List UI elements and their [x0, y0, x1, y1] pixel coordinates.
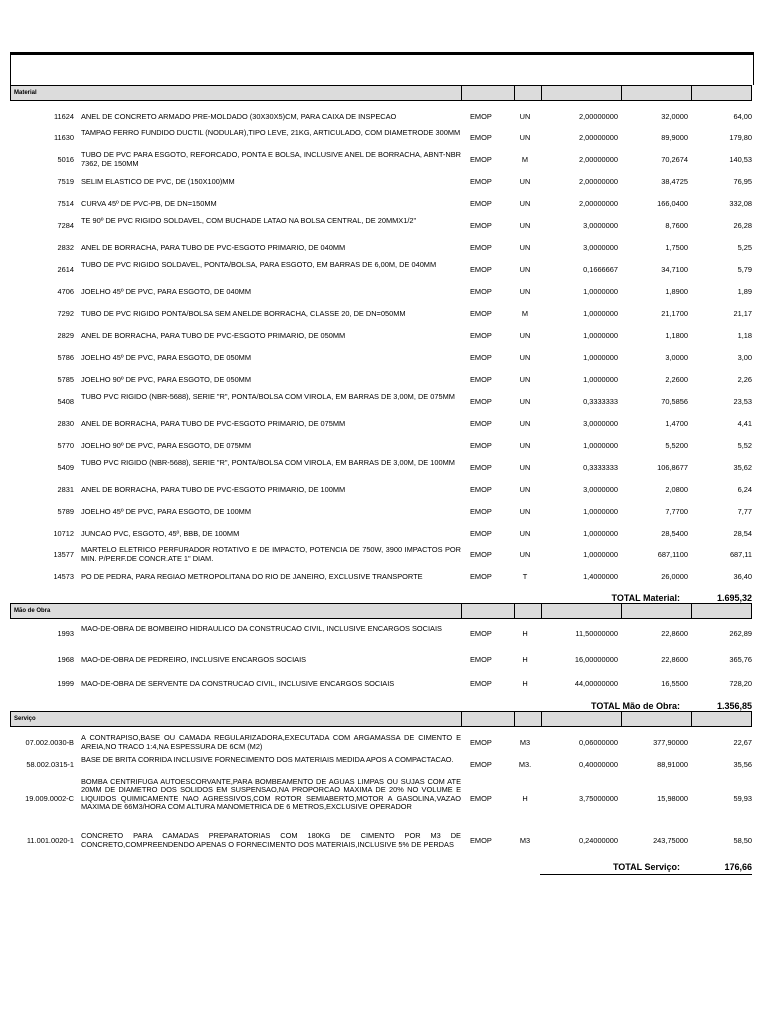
item-total: 687,11 [729, 549, 752, 559]
item-unit-price: 34,7100 [661, 264, 688, 274]
item-description: BOMBA CENTRIFUGA AUTOESCORVANTE,PARA BOMBEAMENTO DE AGUAS LIMPAS OU SUJAS COM ATE 20MM DE DIAMETRO DOS SOLIDOS EM SUSPENSAO,NA PROPORCAO MAXIMA DE 20% NO VOLUME E LIQUIDOS QUIMICAMENTE NAO AGRESSIVOS,COM ROTOR SEMIABERTO,MOTOR A GASOLINA,VAZAO MAXIMA DE 66M3/HORA COM ALTURA MANOMETRICA DE 6 METROS,EXCLUSIVE OPERADOR [81, 776, 461, 812]
item-quantity: 0,40000000 [578, 759, 618, 769]
item-description: JOELHO 90º DE PVC, PARA ESGOTO, DE 050MM [81, 374, 251, 384]
item-source: EMOP [470, 418, 492, 428]
item-total: 35,62 [733, 462, 752, 472]
item-unit-price: 3,0000 [665, 352, 688, 362]
item-code: 11624 [53, 111, 74, 121]
total-value: 1.695,32 [716, 593, 752, 603]
item-unit: M3 [519, 835, 531, 845]
item-quantity: 3,0000000 [583, 242, 618, 252]
item-unit: UN [519, 374, 531, 384]
item-unit: UN [519, 506, 531, 516]
item-total: 262,89 [729, 628, 752, 638]
section-header-service [10, 711, 752, 727]
item-quantity: 0,3333333 [583, 462, 618, 472]
item-code: 1968 [57, 654, 74, 664]
item-code: 1999 [57, 678, 74, 688]
item-code: 5786 [57, 352, 74, 362]
item-code: 1993 [57, 628, 74, 638]
item-unit: UN [519, 484, 531, 494]
item-total: 365,76 [729, 654, 752, 664]
item-description: MAO-DE-OBRA DE BOMBEIRO HIDRAULICO DA CONSTRUCAO CIVIL, INCLUSIVE ENCARGOS SOCIAIS [81, 624, 442, 634]
header-cell-divider [514, 86, 515, 100]
sheet-header-box [10, 52, 754, 85]
item-description: TE 90º DE PVC RIGIDO SOLDAVEL, COM BUCHADE LATAO NA BOLSA CENTRAL, DE 20MMX1/2" [81, 216, 417, 226]
item-quantity: 2,00000000 [578, 176, 618, 186]
item-quantity: 0,3333333 [583, 396, 618, 406]
item-code: 2830 [57, 418, 74, 428]
item-total: 5,52 [737, 440, 752, 450]
item-total: 28,54 [733, 528, 752, 538]
item-unit-price: 70,5856 [661, 396, 688, 406]
item-unit: UN [519, 549, 531, 559]
item-description: TUBO DE PVC RIGIDO PONTA/BOLSA SEM ANELDE BORRACHA, CLASSE 20, DE DN=050MM [81, 308, 406, 318]
header-cell-divider [461, 604, 462, 618]
item-unit: UN [519, 440, 531, 450]
item-source: EMOP [470, 308, 492, 318]
item-quantity: 2,00000000 [578, 198, 618, 208]
item-description: MARTELO ELETRICO PERFURADOR ROTATIVO E DE IMPACTO, POTENCIA DE 750W, 3900 IMPACTOS POR MIN. P/PERF.DE CONCR.ATE 1" DIAM. [81, 545, 461, 563]
item-total: 58,50 [733, 835, 752, 845]
item-total: 64,00 [733, 111, 752, 121]
item-total: 26,28 [733, 220, 752, 230]
item-source: EMOP [470, 835, 492, 845]
item-code: 5409 [57, 462, 74, 472]
item-quantity: 1,0000000 [583, 330, 618, 340]
item-code: 11630 [53, 132, 74, 142]
item-quantity: 1,0000000 [583, 308, 618, 318]
item-unit-price: 38,4725 [661, 176, 688, 186]
item-total: 6,24 [737, 484, 752, 494]
item-description: JOELHO 45º DE PVC, PARA ESGOTO, DE 040MM [81, 286, 251, 296]
item-quantity: 1,0000000 [583, 352, 618, 362]
item-code: 5770 [57, 440, 74, 450]
item-unit: UN [519, 264, 531, 274]
header-cell-divider [621, 604, 622, 618]
item-source: EMOP [470, 678, 492, 688]
item-source: EMOP [470, 793, 492, 803]
item-quantity: 3,75000000 [578, 793, 618, 803]
item-total: 76,95 [733, 176, 752, 186]
total-value: 1.356,85 [716, 701, 752, 711]
item-total: 5,79 [737, 264, 752, 274]
item-code: 5016 [57, 154, 74, 164]
item-description: TUBO DE PVC RIGIDO SOLDAVEL, PONTA/BOLSA, PARA ESGOTO, EM BARRAS DE 6,00M, DE 040MM [81, 260, 437, 270]
section-header-labor [10, 603, 752, 619]
item-quantity: 1,0000000 [583, 374, 618, 384]
item-unit-price: 377,90000 [653, 737, 688, 747]
item-quantity: 1,0000000 [583, 549, 618, 559]
item-quantity: 3,0000000 [583, 220, 618, 230]
item-quantity: 2,00000000 [578, 154, 618, 164]
item-unit-price: 88,91000 [657, 759, 688, 769]
item-description: ANEL DE BORRACHA, PARA TUBO DE PVC-ESGOTO PRIMARIO, DE 050MM [81, 330, 346, 340]
item-total: 179,80 [729, 132, 752, 142]
item-unit-price: 2,2600 [665, 374, 688, 384]
item-total: 35,56 [733, 759, 752, 769]
item-total: 5,25 [737, 242, 752, 252]
header-cell-divider [691, 712, 692, 726]
item-description: ANEL DE BORRACHA, PARA TUBO DE PVC-ESGOTO PRIMARIO, DE 100MM [81, 484, 346, 494]
item-total: 4,41 [737, 418, 752, 428]
item-description: ANEL DE CONCRETO ARMADO PRE-MOLDADO (30X30X5)CM, PARA CAIXA DE INSPECAO [81, 111, 397, 121]
item-unit: H [522, 678, 528, 688]
item-quantity: 2,00000000 [578, 111, 618, 121]
item-quantity: 1,0000000 [583, 286, 618, 296]
item-quantity: 1,0000000 [583, 528, 618, 538]
item-source: EMOP [470, 396, 492, 406]
item-unit: UN [519, 132, 531, 142]
item-code: 10712 [53, 528, 74, 538]
item-unit-price: 28,5400 [661, 528, 688, 538]
item-source: EMOP [470, 440, 492, 450]
item-unit: UN [519, 286, 531, 296]
item-unit-price: 26,0000 [661, 571, 688, 581]
item-description: TUBO DE PVC PARA ESGOTO, REFORCADO, PONTA E BOLSA, INCLUSIVE ANEL DE BORRACHA, ABNT-NBR 7362, DE 150MM [81, 150, 461, 168]
total-value: 176,66 [724, 862, 752, 872]
item-unit-price: 687,1100 [657, 549, 688, 559]
item-description: ANEL DE BORRACHA, PARA TUBO DE PVC-ESGOTO PRIMARIO, DE 075MM [81, 418, 346, 428]
item-quantity: 11,50000000 [575, 628, 618, 638]
item-source: EMOP [470, 111, 492, 121]
item-total: 1,89 [737, 286, 752, 296]
item-description: BASE DE BRITA CORRIDA INCLUSIVE FORNECIMENTO DOS MATERIAIS MEDIDA APOS A COMPACTACAO. [81, 755, 454, 765]
item-source: EMOP [470, 571, 492, 581]
item-source: EMOP [470, 628, 492, 638]
item-quantity: 1,0000000 [583, 440, 618, 450]
item-code: 2614 [57, 264, 74, 274]
total-label: TOTAL Mão de Obra: [590, 701, 680, 711]
item-quantity: 1,4000000 [583, 571, 618, 581]
item-description: A CONTRAPISO,BASE OU CAMADA REGULARIZADORA,EXECUTADA COM ARGAMASSA DE CIMENTO E AREIA,NO TRACO 1:4,NA ESPESSURA DE 6CM (M2) [81, 733, 461, 751]
item-source: EMOP [470, 374, 492, 384]
item-unit-price: 2,0800 [665, 484, 688, 494]
item-description: CONCRETO PARA CAMADAS PREPARATORIAS COM 180KG DE CIMENTO POR M3 DE CONCRETO,COMPREENDENDO APENAS O FORNECIMENTO DOS MATERIAIS,INCLUSIVE 5% DE PERDAS [81, 831, 461, 849]
item-quantity: 3,0000000 [583, 484, 618, 494]
header-cell-divider [541, 604, 542, 618]
item-source: EMOP [470, 549, 492, 559]
total-label: TOTAL Material: [611, 593, 680, 603]
item-quantity: 1,0000000 [583, 506, 618, 516]
item-total: 3,00 [737, 352, 752, 362]
item-unit: M3 [519, 737, 531, 747]
item-quantity: 16,00000000 [574, 654, 618, 664]
item-code: 5789 [57, 506, 74, 516]
item-unit: H [522, 628, 528, 638]
item-source: EMOP [470, 286, 492, 296]
header-cell-divider [691, 86, 692, 100]
item-code: 13577 [53, 549, 74, 559]
item-unit-price: 1,4700 [665, 418, 688, 428]
item-code: 7519 [57, 176, 74, 186]
item-unit: T [522, 571, 528, 581]
item-total: 140,53 [729, 154, 752, 164]
item-unit-price: 8,7600 [665, 220, 688, 230]
item-unit: UN [519, 330, 531, 340]
item-source: EMOP [470, 330, 492, 340]
item-total: 2,26 [737, 374, 752, 384]
item-unit: UN [519, 242, 531, 252]
item-unit-price: 166,0400 [657, 198, 688, 208]
item-source: EMOP [470, 484, 492, 494]
item-source: EMOP [470, 176, 492, 186]
item-unit: UN [519, 176, 531, 186]
item-code: 2831 [57, 484, 74, 494]
item-unit: UN [519, 111, 531, 121]
item-total: 7,77 [737, 506, 752, 516]
item-unit: M [521, 308, 529, 318]
item-unit-price: 15,98000 [657, 793, 688, 803]
item-unit-price: 7,7700 [665, 506, 688, 516]
item-unit: H [522, 793, 528, 803]
item-quantity: 0,1666667 [583, 264, 618, 274]
item-code: 7292 [57, 308, 74, 318]
item-code: 14573 [53, 571, 74, 581]
header-cell-divider [514, 604, 515, 618]
item-code: 4706 [57, 286, 74, 296]
item-unit: M3. [518, 759, 532, 769]
item-total: 59,93 [733, 793, 752, 803]
item-code: 11.001.0020-1 [26, 835, 74, 845]
item-description: MAO-DE-OBRA DE PEDREIRO, INCLUSIVE ENCARGOS SOCIAIS [81, 654, 307, 664]
item-source: EMOP [470, 264, 492, 274]
item-total: 23,53 [733, 396, 752, 406]
item-quantity: 0,24000000 [578, 835, 618, 845]
item-description: TUBO PVC RIGIDO (NBR-5688), SERIE "R", PONTA/BOLSA COM VIROLA, EM BARRAS DE 3,00M, DE 075MM [81, 392, 455, 402]
item-unit-price: 106,8677 [657, 462, 688, 472]
item-unit-price: 21,1700 [661, 308, 688, 318]
item-unit: UN [519, 396, 531, 406]
header-cell-divider [541, 86, 542, 100]
item-unit-price: 5,5200 [665, 440, 688, 450]
item-unit: H [522, 654, 528, 664]
item-unit: UN [519, 220, 531, 230]
item-unit-price: 1,1800 [665, 330, 688, 340]
item-unit: UN [519, 352, 531, 362]
header-cell-divider [541, 712, 542, 726]
item-source: EMOP [470, 737, 492, 747]
item-unit: UN [519, 418, 531, 428]
item-quantity: 2,00000000 [578, 132, 618, 142]
item-quantity: 3,0000000 [583, 418, 618, 428]
section-label: Mão de Obra [14, 608, 51, 614]
item-source: EMOP [470, 759, 492, 769]
item-unit-price: 32,0000 [661, 111, 688, 121]
item-source: EMOP [470, 462, 492, 472]
header-cell-divider [691, 604, 692, 618]
item-unit-price: 89,9000 [661, 132, 688, 142]
total-underline [540, 874, 752, 875]
item-unit: UN [519, 198, 531, 208]
item-description: CURVA 45º DE PVC-PB, DE DN=150MM [81, 198, 217, 208]
item-code: 2829 [57, 330, 74, 340]
item-unit-price: 1,8900 [665, 286, 688, 296]
item-source: EMOP [470, 220, 492, 230]
item-description: JUNCAO PVC, ESGOTO, 45º, BBB, DE 100MM [81, 528, 240, 538]
item-code: 5408 [57, 396, 74, 406]
item-unit-price: 22,8600 [661, 654, 688, 664]
item-unit-price: 243,75000 [653, 835, 688, 845]
header-cell-divider [461, 86, 462, 100]
item-unit-price: 22,8600 [661, 628, 688, 638]
section-header-material [10, 85, 752, 101]
item-source: EMOP [470, 154, 492, 164]
item-source: EMOP [470, 528, 492, 538]
item-total: 36,40 [733, 571, 752, 581]
item-description: SELIM ELASTICO DE PVC, DE (150X100)MM [81, 176, 235, 186]
item-code: 2832 [57, 242, 74, 252]
item-code: 7514 [57, 198, 74, 208]
item-unit-price: 70,2674 [661, 154, 688, 164]
header-cell-divider [621, 86, 622, 100]
header-cell-divider [621, 712, 622, 726]
item-description: PO DE PEDRA, PARA REGIAO METROPOLITANA DO RIO DE JANEIRO, EXCLUSIVE TRANSPORTE [81, 571, 423, 581]
item-code: 19.009.0002-C [25, 793, 74, 803]
item-source: EMOP [470, 506, 492, 516]
item-description: JOELHO 45º DE PVC, PARA ESGOTO, DE 100MM [81, 506, 251, 516]
item-total: 1,18 [737, 330, 752, 340]
item-unit-price: 1,7500 [665, 242, 688, 252]
item-total: 22,67 [733, 737, 752, 747]
item-source: EMOP [470, 198, 492, 208]
section-label: Serviço [14, 716, 36, 722]
item-code: 07.002.0030-B [25, 737, 74, 747]
total-label: TOTAL Serviço: [612, 862, 680, 872]
item-source: EMOP [470, 132, 492, 142]
item-total: 332,08 [729, 198, 752, 208]
item-description: JOELHO 90º DE PVC, PARA ESGOTO, DE 075MM [81, 440, 251, 450]
item-quantity: 0,06000000 [578, 737, 618, 747]
header-cell-divider [461, 712, 462, 726]
header-cell-divider [514, 712, 515, 726]
item-description: TUBO PVC RIGIDO (NBR-5688), SERIE "R", PONTA/BOLSA COM VIROLA, EM BARRAS DE 3,00M, DE 100MM [81, 458, 455, 468]
item-source: EMOP [470, 352, 492, 362]
item-source: EMOP [470, 242, 492, 252]
item-source: EMOP [470, 654, 492, 664]
item-unit: UN [519, 528, 531, 538]
item-unit: UN [519, 462, 531, 472]
item-quantity: 44,00000000 [574, 678, 618, 688]
item-unit: M [521, 154, 529, 164]
item-description: MAO-DE-OBRA DE SERVENTE DA CONSTRUCAO CIVIL, INCLUSIVE ENCARGOS SOCIAIS [81, 678, 395, 688]
item-code: 7284 [57, 220, 74, 230]
item-description: JOELHO 45º DE PVC, PARA ESGOTO, DE 050MM [81, 352, 251, 362]
item-unit-price: 16,5500 [661, 678, 688, 688]
section-label: Material [14, 90, 37, 96]
item-code: 58.002.0315-1 [26, 759, 74, 769]
item-total: 21,17 [733, 308, 752, 318]
item-description: ANEL DE BORRACHA, PARA TUBO DE PVC-ESGOTO PRIMARIO, DE 040MM [81, 242, 346, 252]
item-code: 5785 [57, 374, 74, 384]
item-total: 728,20 [729, 678, 752, 688]
item-description: TAMPAO FERRO FUNDIDO DUCTIL (NODULAR),TIPO LEVE, 21KG, ARTICULADO, COM DIAMETRODE 300MM [81, 128, 461, 138]
